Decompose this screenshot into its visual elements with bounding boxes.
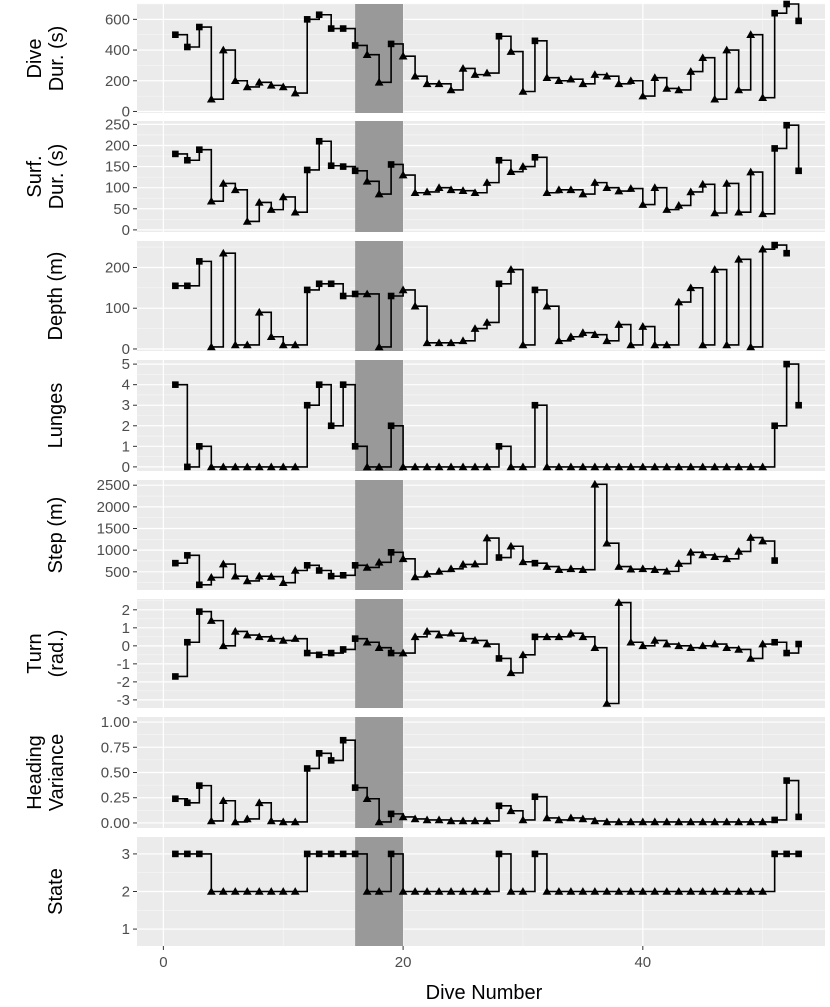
data-point-square <box>532 38 539 45</box>
data-point-square <box>771 10 778 17</box>
data-point-square <box>196 24 203 31</box>
data-point-square <box>352 635 359 642</box>
data-point-square <box>496 655 503 662</box>
data-point-square <box>184 283 191 290</box>
data-point-square <box>532 287 539 294</box>
y-tick-label: 0.25 <box>100 789 130 807</box>
data-point-square <box>783 122 790 129</box>
data-point-square <box>316 138 323 145</box>
data-point-square <box>388 422 395 429</box>
data-point-square <box>532 560 539 567</box>
data-point-square <box>496 851 503 858</box>
y-tick-label: 1.00 <box>100 714 130 732</box>
data-point-square <box>340 646 347 653</box>
data-point-square <box>172 851 179 858</box>
y-tick-label: 1 <box>121 619 130 637</box>
y-axis-title-line: State <box>45 868 67 915</box>
y-axis-title-line: Dur. (s) <box>46 143 68 210</box>
data-point-square <box>184 464 191 471</box>
data-point-square <box>340 851 347 858</box>
y-axis-title-line: Heading <box>24 735 46 810</box>
y-axis-title-line: Dive <box>24 38 46 79</box>
y-tick-label: 4 <box>121 376 130 394</box>
y-tick-label: 5 <box>121 356 130 374</box>
data-point-square <box>532 793 539 800</box>
data-point-square <box>532 851 539 858</box>
data-point-square <box>496 554 503 561</box>
panel-depth <box>45 241 825 358</box>
data-point-square <box>196 851 203 858</box>
data-point-square <box>316 750 323 757</box>
data-point-square <box>496 280 503 287</box>
y-tick-label: 150 <box>104 158 130 176</box>
data-point-square <box>172 795 179 802</box>
data-point-square <box>316 567 323 574</box>
y-tick-label: 500 <box>104 563 130 581</box>
data-point-square <box>304 16 311 23</box>
data-point-square <box>388 650 395 657</box>
data-point-square <box>388 851 395 858</box>
data-point-square <box>532 634 539 641</box>
data-point-square <box>172 151 179 158</box>
y-tick-label: 600 <box>104 11 130 29</box>
y-tick-label: 3 <box>121 845 130 863</box>
data-point-square <box>304 287 311 294</box>
data-point-square <box>532 402 539 409</box>
y-tick-label: 3 <box>121 397 130 415</box>
panel-dive_dur <box>24 1 825 121</box>
data-point-square <box>196 443 203 450</box>
data-point-square <box>783 650 790 657</box>
y-tick-label: -3 <box>116 691 130 709</box>
y-tick-label: 2000 <box>96 498 130 516</box>
x-tick-label: 0 <box>159 954 168 971</box>
data-point-square <box>388 293 395 300</box>
data-point-square <box>172 31 179 38</box>
data-point-square <box>795 168 802 175</box>
data-point-square <box>328 650 335 657</box>
y-tick-label: 2 <box>121 417 130 435</box>
data-point-square <box>328 162 335 169</box>
data-point-square <box>304 650 311 657</box>
data-point-square <box>795 18 802 25</box>
y-tick-label: 400 <box>104 42 130 60</box>
data-point-square <box>771 817 778 824</box>
y-tick-label: 200 <box>104 259 130 277</box>
data-point-square <box>340 572 347 579</box>
y-tick-label: 100 <box>104 300 130 318</box>
y-tick-label: 200 <box>104 72 130 90</box>
y-tick-label: 2 <box>121 601 130 619</box>
data-point-square <box>184 851 191 858</box>
x-axis <box>159 946 651 971</box>
data-point-square <box>496 443 503 450</box>
data-point-square <box>771 145 778 152</box>
y-tick-label: 0 <box>121 458 130 476</box>
data-point-square <box>783 1 790 8</box>
shaded-band <box>355 480 403 590</box>
panel-background <box>137 121 825 232</box>
shaded-band <box>355 121 403 232</box>
data-point-square <box>771 557 778 564</box>
data-point-square <box>795 641 802 648</box>
data-point-square <box>783 361 790 368</box>
x-tick-label: 40 <box>634 954 652 971</box>
y-tick-label: 250 <box>104 116 130 134</box>
data-point-square <box>771 639 778 646</box>
panel-surf_dur <box>24 116 825 239</box>
y-axis-title-line: Turn <box>24 633 46 674</box>
y-tick-label: 0.50 <box>100 764 130 782</box>
y-tick-label: 100 <box>104 179 130 197</box>
data-point-square <box>783 851 790 858</box>
panels-layer <box>24 1 825 946</box>
panel-step <box>45 477 825 590</box>
y-tick-label: 0.00 <box>100 814 130 832</box>
data-point-square <box>340 381 347 388</box>
panel-background <box>137 599 825 708</box>
data-point-square <box>328 25 335 32</box>
y-tick-label: 1 <box>121 921 130 939</box>
data-point-square <box>795 402 802 409</box>
data-point-square <box>328 280 335 287</box>
panel-heading_var <box>24 714 825 832</box>
data-point-square <box>328 573 335 580</box>
panel-turn <box>24 598 825 709</box>
data-point-square <box>196 258 203 265</box>
data-point-square <box>184 552 191 559</box>
panel-background <box>137 241 825 351</box>
data-point-square <box>771 422 778 429</box>
data-point-square <box>496 157 503 164</box>
data-point-square <box>388 41 395 48</box>
y-axis-title-line: Lunges <box>45 382 67 449</box>
panel-background <box>137 480 825 590</box>
data-point-square <box>316 652 323 659</box>
data-point-square <box>196 782 203 789</box>
data-point-square <box>352 443 359 450</box>
data-point-square <box>352 168 359 175</box>
data-point-square <box>328 851 335 858</box>
x-axis-title: Dive Number <box>425 982 543 1004</box>
data-point-square <box>196 608 203 615</box>
y-tick-label: 0 <box>121 340 130 358</box>
data-point-square <box>532 154 539 161</box>
panel-lunges <box>45 356 825 476</box>
data-point-square <box>496 803 503 810</box>
data-point-square <box>184 157 191 164</box>
data-point-square <box>771 242 778 249</box>
data-point-square <box>304 851 311 858</box>
data-point-square <box>172 560 179 567</box>
y-tick-label: -1 <box>116 655 130 673</box>
panel-background <box>137 4 825 113</box>
data-point-square <box>352 291 359 298</box>
data-point-square <box>328 757 335 764</box>
data-point-square <box>184 44 191 51</box>
data-point-square <box>352 562 359 569</box>
data-point-square <box>352 42 359 49</box>
data-point-square <box>496 33 503 40</box>
data-point-square <box>388 549 395 556</box>
data-point-square <box>340 25 347 32</box>
x-tick-label: 20 <box>394 954 412 971</box>
y-axis-title-line: Step (m) <box>45 496 67 574</box>
data-point-square <box>304 765 311 772</box>
y-tick-label: 0 <box>121 103 130 121</box>
data-point-square <box>316 851 323 858</box>
data-point-square <box>196 146 203 153</box>
data-point-square <box>388 811 395 818</box>
data-point-square <box>316 381 323 388</box>
data-point-square <box>771 851 778 858</box>
shaded-band <box>355 360 403 471</box>
y-tick-label: -2 <box>116 673 130 691</box>
data-point-square <box>328 422 335 429</box>
data-point-square <box>795 851 802 858</box>
data-point-square <box>352 851 359 858</box>
y-tick-label: 0.75 <box>100 739 130 757</box>
data-point-square <box>304 562 311 569</box>
data-point-square <box>340 737 347 744</box>
data-point-square <box>783 777 790 784</box>
y-tick-label: 1000 <box>96 542 130 560</box>
panel-state <box>45 837 825 946</box>
y-tick-label: 1500 <box>96 520 130 538</box>
data-point-square <box>340 293 347 300</box>
data-point-square <box>196 582 203 589</box>
y-axis-title-line: Surf. <box>24 155 46 198</box>
data-point-square <box>388 161 395 168</box>
y-tick-label: 2500 <box>96 477 130 495</box>
data-point-square <box>795 814 802 821</box>
data-point-square <box>316 280 323 287</box>
y-axis-title-line: Depth (m) <box>45 251 67 341</box>
data-point-square <box>184 799 191 806</box>
data-point-square <box>352 784 359 791</box>
data-point-square <box>304 402 311 409</box>
data-point-square <box>340 163 347 170</box>
y-axis-title-line: Dur. (s) <box>46 25 68 92</box>
data-point-square <box>316 11 323 18</box>
data-point-square <box>172 673 179 680</box>
data-point-square <box>172 283 179 290</box>
y-tick-label: 1 <box>121 438 130 456</box>
y-tick-label: 0 <box>121 637 130 655</box>
y-tick-label: 50 <box>113 200 130 218</box>
y-axis-title-line: (rad.) <box>46 629 68 678</box>
y-tick-label: 2 <box>121 883 130 901</box>
data-point-square <box>172 381 179 388</box>
data-point-square <box>783 250 790 257</box>
y-tick-label: 200 <box>104 137 130 155</box>
data-point-square <box>184 639 191 646</box>
y-tick-label: 0 <box>121 221 130 239</box>
data-point-square <box>304 167 311 174</box>
y-axis-title-line: Variance <box>46 733 68 812</box>
